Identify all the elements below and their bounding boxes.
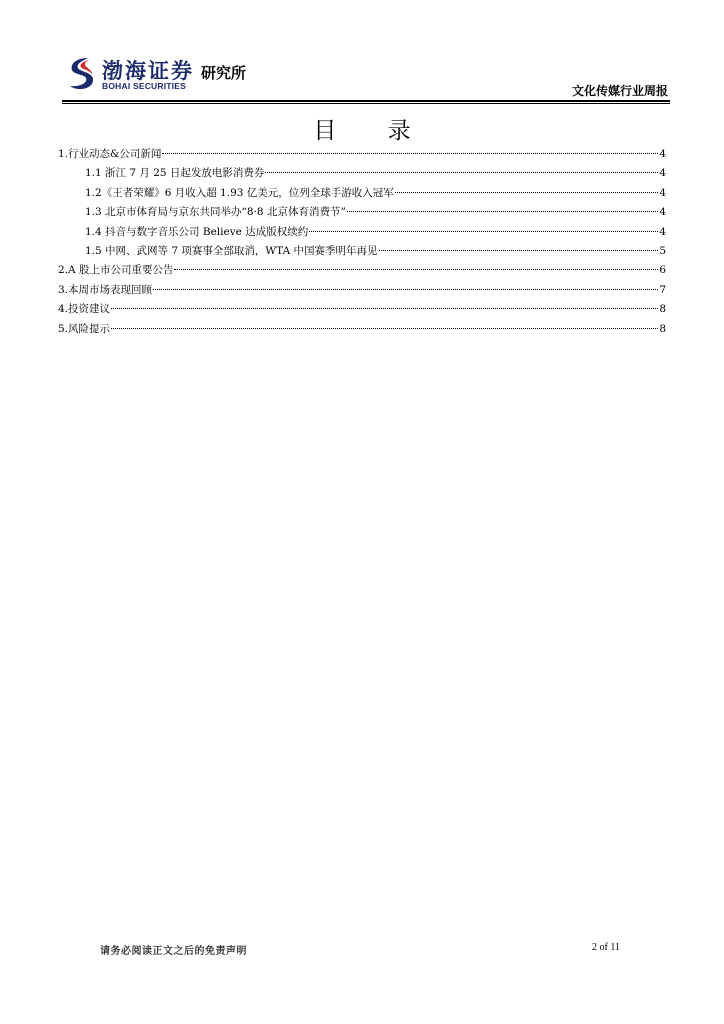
page-header (62, 50, 670, 102)
toc-entry-page: 6 (659, 264, 666, 277)
toc-entry[interactable] (58, 224, 666, 243)
toc-entry[interactable] (58, 243, 666, 262)
toc-entry-label: 1.2《王者荣耀》6 月收入超 1.93 亿美元，位列全球手游收入冠军 (85, 186, 394, 199)
toc-entry-page: 4 (659, 186, 666, 199)
toc-entry-page: 5 (659, 244, 666, 257)
logo-english-name: BOHAI SECURITIES (102, 81, 186, 91)
toc-entry[interactable] (58, 262, 666, 281)
toc-entry[interactable] (58, 301, 666, 320)
toc-entry-page: 4 (659, 206, 666, 219)
toc-title: 目 录 (313, 118, 433, 144)
toc-leader-dots (153, 289, 658, 290)
toc-entry[interactable] (58, 165, 666, 184)
toc-entry-label: 2.A 股上市公司重要公告 (58, 264, 174, 277)
toc-leader-dots (379, 250, 659, 251)
toc-leader-dots (162, 153, 658, 154)
toc-entry-page: 4 (659, 225, 666, 238)
report-type: 文化传媒行业周报 (571, 84, 668, 98)
toc-entry-label: 1.5 中网、武网等 7 项赛事全部取消，WTA 中国赛季明年再见 (85, 244, 378, 257)
toc-entry[interactable] (58, 204, 666, 223)
header-rule (62, 100, 670, 102)
toc-entry-page: 4 (659, 167, 666, 180)
toc-entry-label: 1.1 浙江 7 月 25 日起发放电影消费券 (85, 167, 265, 180)
toc-leader-dots (309, 231, 658, 232)
toc-entry[interactable] (58, 321, 666, 340)
toc-leader-dots (111, 328, 658, 329)
toc-leader-dots (265, 172, 658, 173)
logo-chinese-name: 渤海证券 (102, 58, 194, 83)
toc-leader-dots (395, 192, 659, 193)
toc-entry-label: 1.3 北京市体育局与京东共同举办“8·8 北京体育消费节” (85, 206, 346, 219)
toc-leader-dots (111, 308, 658, 309)
toc-entry-label: 1.4 抖音与数字音乐公司 Believe 达成版权续约 (85, 225, 309, 238)
header-rule-thin (62, 103, 670, 104)
toc-entry-label: 1.行业动态&公司新闻 (58, 148, 162, 160)
table-of-contents (58, 146, 666, 340)
toc-leader-dots (347, 211, 659, 212)
toc-entry-label: 5.风险提示 (58, 322, 111, 335)
toc-entry-page: 8 (659, 303, 666, 316)
toc-entry[interactable] (58, 185, 666, 204)
toc-entry-page: 7 (659, 283, 666, 296)
institute-label: 研究所 (201, 64, 247, 82)
footer-page-number: 2 of 11 (592, 942, 620, 953)
bohai-logo-icon (66, 56, 96, 92)
footer-disclaimer: 请务必阅读正文之后的免责声明 (100, 946, 247, 957)
toc-entry-page: 8 (659, 322, 666, 335)
toc-leader-dots (174, 269, 658, 270)
toc-entry[interactable] (58, 282, 666, 301)
toc-entry-page: 4 (659, 148, 666, 160)
toc-entry-label: 4.投资建议 (58, 303, 111, 316)
toc-entry-label: 3.本周市场表现回顾 (58, 283, 153, 296)
toc-entry[interactable] (58, 146, 666, 165)
